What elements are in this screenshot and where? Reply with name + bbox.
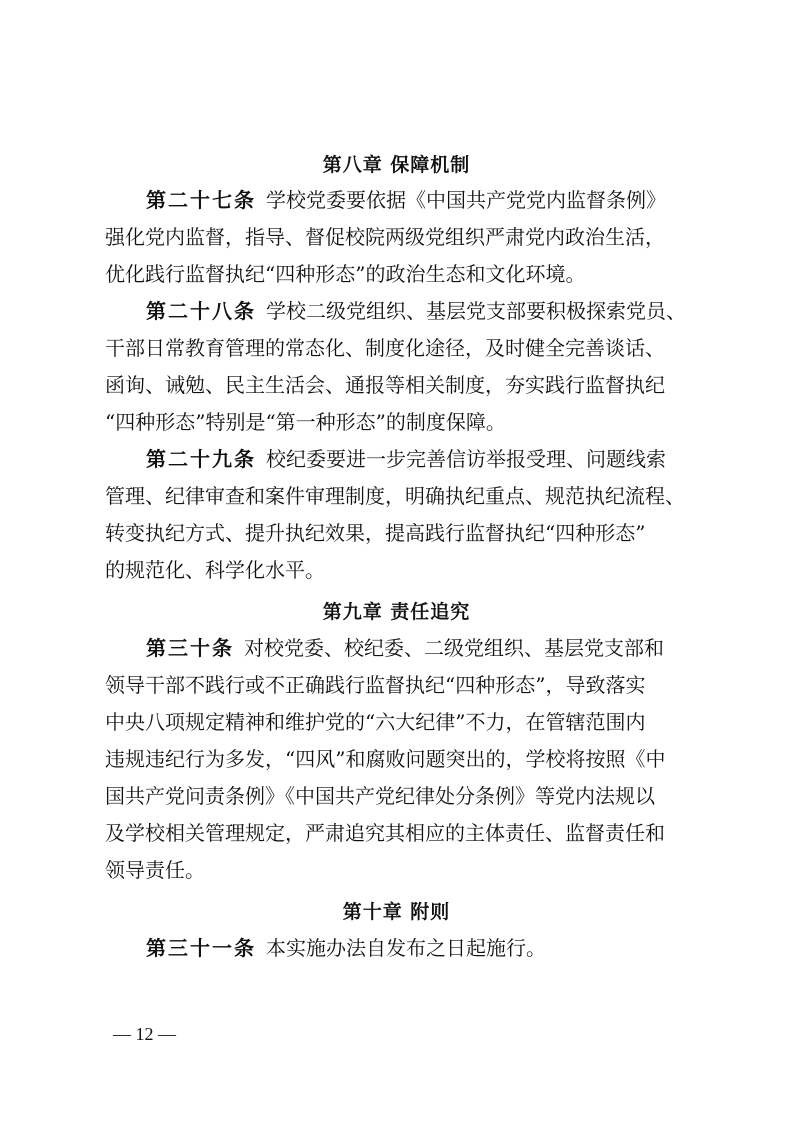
article-30-line-5: 国共产党问责条例》《中国共产党纪律处分条例》等党内法规以 (105, 784, 655, 808)
article-29-line-1: 第二十九条 校纪委要进一步完善信访举报受理、问题线索 (146, 447, 666, 471)
article-29-line-4: 的规范化、科学化水平。 (105, 558, 325, 582)
article-28-line-3: 函询、诫勉、民主生活会、通报等相关制度，夯实践行监督执纪 (105, 373, 665, 397)
article-30-line-1: 第三十条 对校党委、校纪委、二级党组织、基层党支部和 (146, 636, 664, 660)
article-30-line-4: 违规违纪行为多发，“四风”和腐败问题突出的，学校将按照《中 (105, 747, 666, 771)
article-27-line-3: 优化践行监督执纪“四种形态”的政治生态和文化环境。 (105, 262, 586, 286)
chapter-8-heading: 第八章 保障机制 (322, 154, 471, 176)
article-28-label: 第二十八条 (146, 299, 256, 323)
page-number: — 12 — (113, 1024, 176, 1044)
article-28-line-2: 干部日常教育管理的常态化、制度化途径，及时健全完善谈话、 (105, 336, 665, 360)
article-28-line-4: “四种形态”特别是“第一种形态”的制度保障。 (105, 410, 506, 434)
article-31-line-1: 第三十一条 本实施办法自发布之日起施行。 (146, 936, 546, 960)
article-31-label: 第三十一条 (146, 936, 256, 960)
article-28-line-1: 第二十八条 学校二级党组织、基层党支部要积极探索党员、 (146, 299, 686, 323)
chapter-9-heading: 第九章 责任追究 (322, 601, 471, 623)
article-29-label: 第二十九条 (146, 447, 256, 471)
article-30-label: 第三十条 (146, 636, 234, 660)
article-30-line-2: 领导干部不践行或不正确践行监督执纪“四种形态”，导致落实 (105, 673, 646, 697)
article-27-line-2: 强化党内监督，指导、督促校院两级党组织严肃党内政治生活， (105, 225, 665, 249)
article-27-label: 第二十七条 (146, 188, 256, 212)
article-29-line-3: 转变执纪方式、提升执纪效果，提高践行监督执纪“四种形态” (105, 521, 646, 545)
article-30-line-3: 中央八项规定精神和维护党的“六大纪律”不力，在管辖范围内 (105, 710, 646, 734)
article-27-line-1: 第二十七条 学校党委要依据《中国共产党党内监督条例》 (146, 188, 666, 212)
article-29-line-2: 管理、纪律审查和案件审理制度，明确执纪重点、规范执纪流程、 (105, 484, 685, 508)
article-30-line-7: 领导责任。 (105, 858, 205, 882)
article-30-line-6: 及学校相关管理规定，严肃追究其相应的主体责任、监督责任和 (105, 821, 665, 845)
chapter-10-heading: 第十章 附则 (342, 901, 451, 923)
